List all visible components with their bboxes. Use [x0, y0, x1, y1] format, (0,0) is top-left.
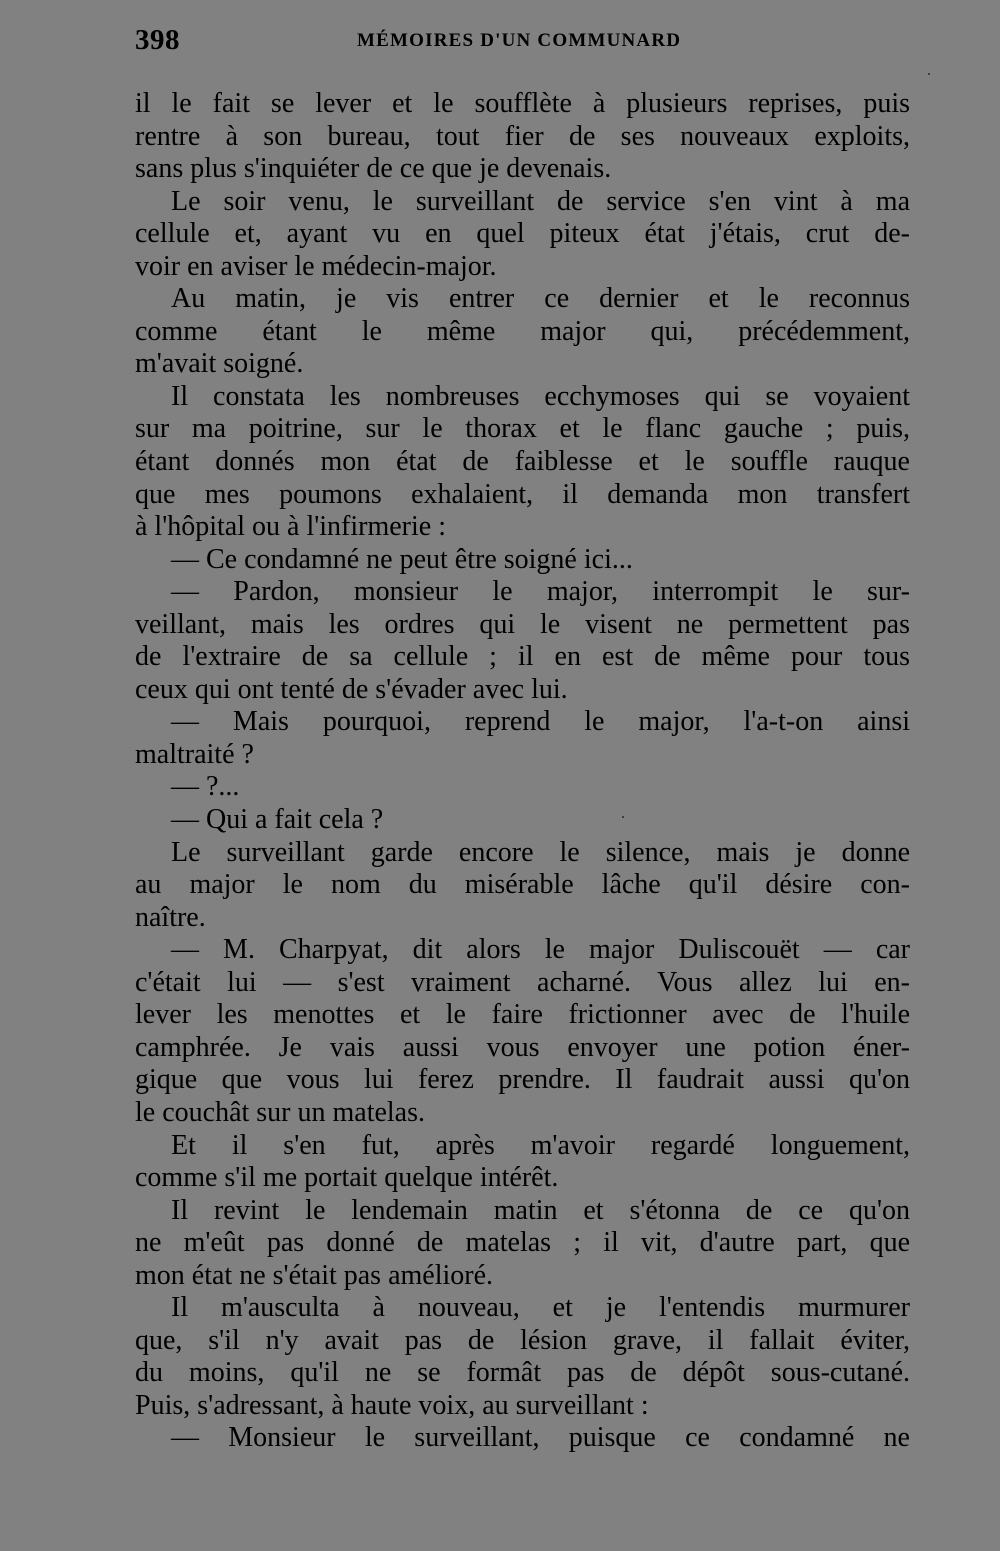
text-line: — ?... [171, 771, 240, 803]
text-line: veillant, mais les ordres qui le visent ne permettent pas [135, 608, 910, 640]
text-line: lever les menottes et le faire frictionner avec de l'huile [135, 999, 910, 1031]
text-line: à l'hôpital ou à l'infirmerie : [135, 511, 446, 543]
text-line: voir en aviser le médecin-major. [135, 250, 497, 282]
body-text [135, 88, 910, 1455]
text-line: — M. Charpyat, dit alors le major Duliscouët — car [171, 934, 910, 966]
text-line: Au matin, je vis entrer ce dernier et le reconnus [171, 283, 910, 315]
text-line: du moins, qu'il ne se formât pas de dépôt sous-cutané. [135, 1357, 910, 1389]
text-line: que, s'il n'y avait pas de lésion grave, il fallait éviter, [135, 1324, 910, 1356]
text-line: Il m'ausculta à nouveau, et je l'entendis murmurer [171, 1292, 910, 1324]
text-line: Et il s'en fut, après m'avoir regardé longuement, [171, 1129, 910, 1161]
text-line: Puis, s'adressant, à haute voix, au surveillant : [135, 1389, 649, 1421]
text-line: naître. [135, 901, 206, 933]
text-line: de l'extraire de sa cellule ; il en est de même pour tous [135, 641, 910, 673]
page-number: 398 [135, 24, 180, 56]
text-line: Le soir venu, le surveillant de service s'en vint à ma [171, 185, 910, 217]
text-line: m'avait soigné. [135, 348, 304, 380]
text-line: c'était lui — s'est vraiment acharné. Vous allez lui en- [135, 966, 910, 998]
text-line: rentre à son bureau, tout fier de ses nouveaux exploits, [135, 120, 910, 152]
print-speck [928, 73, 930, 75]
text-line: étant donnés mon état de faiblesse et le souffle rauque [135, 446, 910, 478]
text-line: cellule et, ayant vu en quel piteux état j'étais, crut de- [135, 218, 910, 250]
text-line: le couchât sur un matelas. [135, 1096, 426, 1128]
text-line: au major le nom du misérable lâche qu'il désire con- [135, 869, 910, 901]
text-line: ne m'eût pas donné de matelas ; il vit, d'autre part, que [135, 1227, 910, 1259]
text-line: mon état ne s'était pas amélioré. [135, 1259, 494, 1291]
text-line: — Monsieur le surveillant, puisque ce condamné ne [171, 1422, 910, 1454]
text-line: Le surveillant garde encore le silence, mais je donne [171, 836, 910, 868]
text-line: Il revint le lendemain matin et s'étonna de ce qu'on [171, 1194, 910, 1226]
text-line: — Pardon, monsieur le major, interrompit le sur- [171, 576, 910, 608]
text-line: — Ce condamné ne peut être soigné ici... [171, 543, 633, 575]
text-line: Il constata les nombreuses ecchymoses qui se voyaient [171, 380, 910, 412]
text-line: maltraité ? [135, 738, 254, 770]
text-line: comme s'il me portait quelque intérêt. [135, 1162, 559, 1194]
text-line: sans plus s'inquiéter de ce que je devenais. [135, 153, 612, 185]
text-line: — Mais pourquoi, reprend le major, l'a-t-on ainsi [171, 706, 910, 738]
text-line: il le fait se lever et le soufflète à plusieurs reprises, puis [135, 88, 910, 119]
text-line: gique que vous lui ferez prendre. Il faudrait aussi qu'on [135, 1064, 910, 1096]
text-line: — Qui a fait cela ? [171, 804, 384, 836]
page-header [135, 24, 910, 58]
text-line: que mes poumons exhalaient, il demanda mon transfert [135, 478, 910, 510]
running-head: MÉMOIRES D'UN COMMUNARD [357, 30, 682, 51]
text-line: ceux qui ont tenté de s'évader avec lui. [135, 673, 568, 705]
text-line: sur ma poitrine, sur le thorax et le flanc gauche ; puis, [135, 413, 910, 445]
text-line: camphrée. Je vais aussi vous envoyer une potion éner- [135, 1031, 910, 1063]
text-line: comme étant le même major qui, précédemment, [135, 315, 910, 347]
print-speck [622, 816, 624, 818]
